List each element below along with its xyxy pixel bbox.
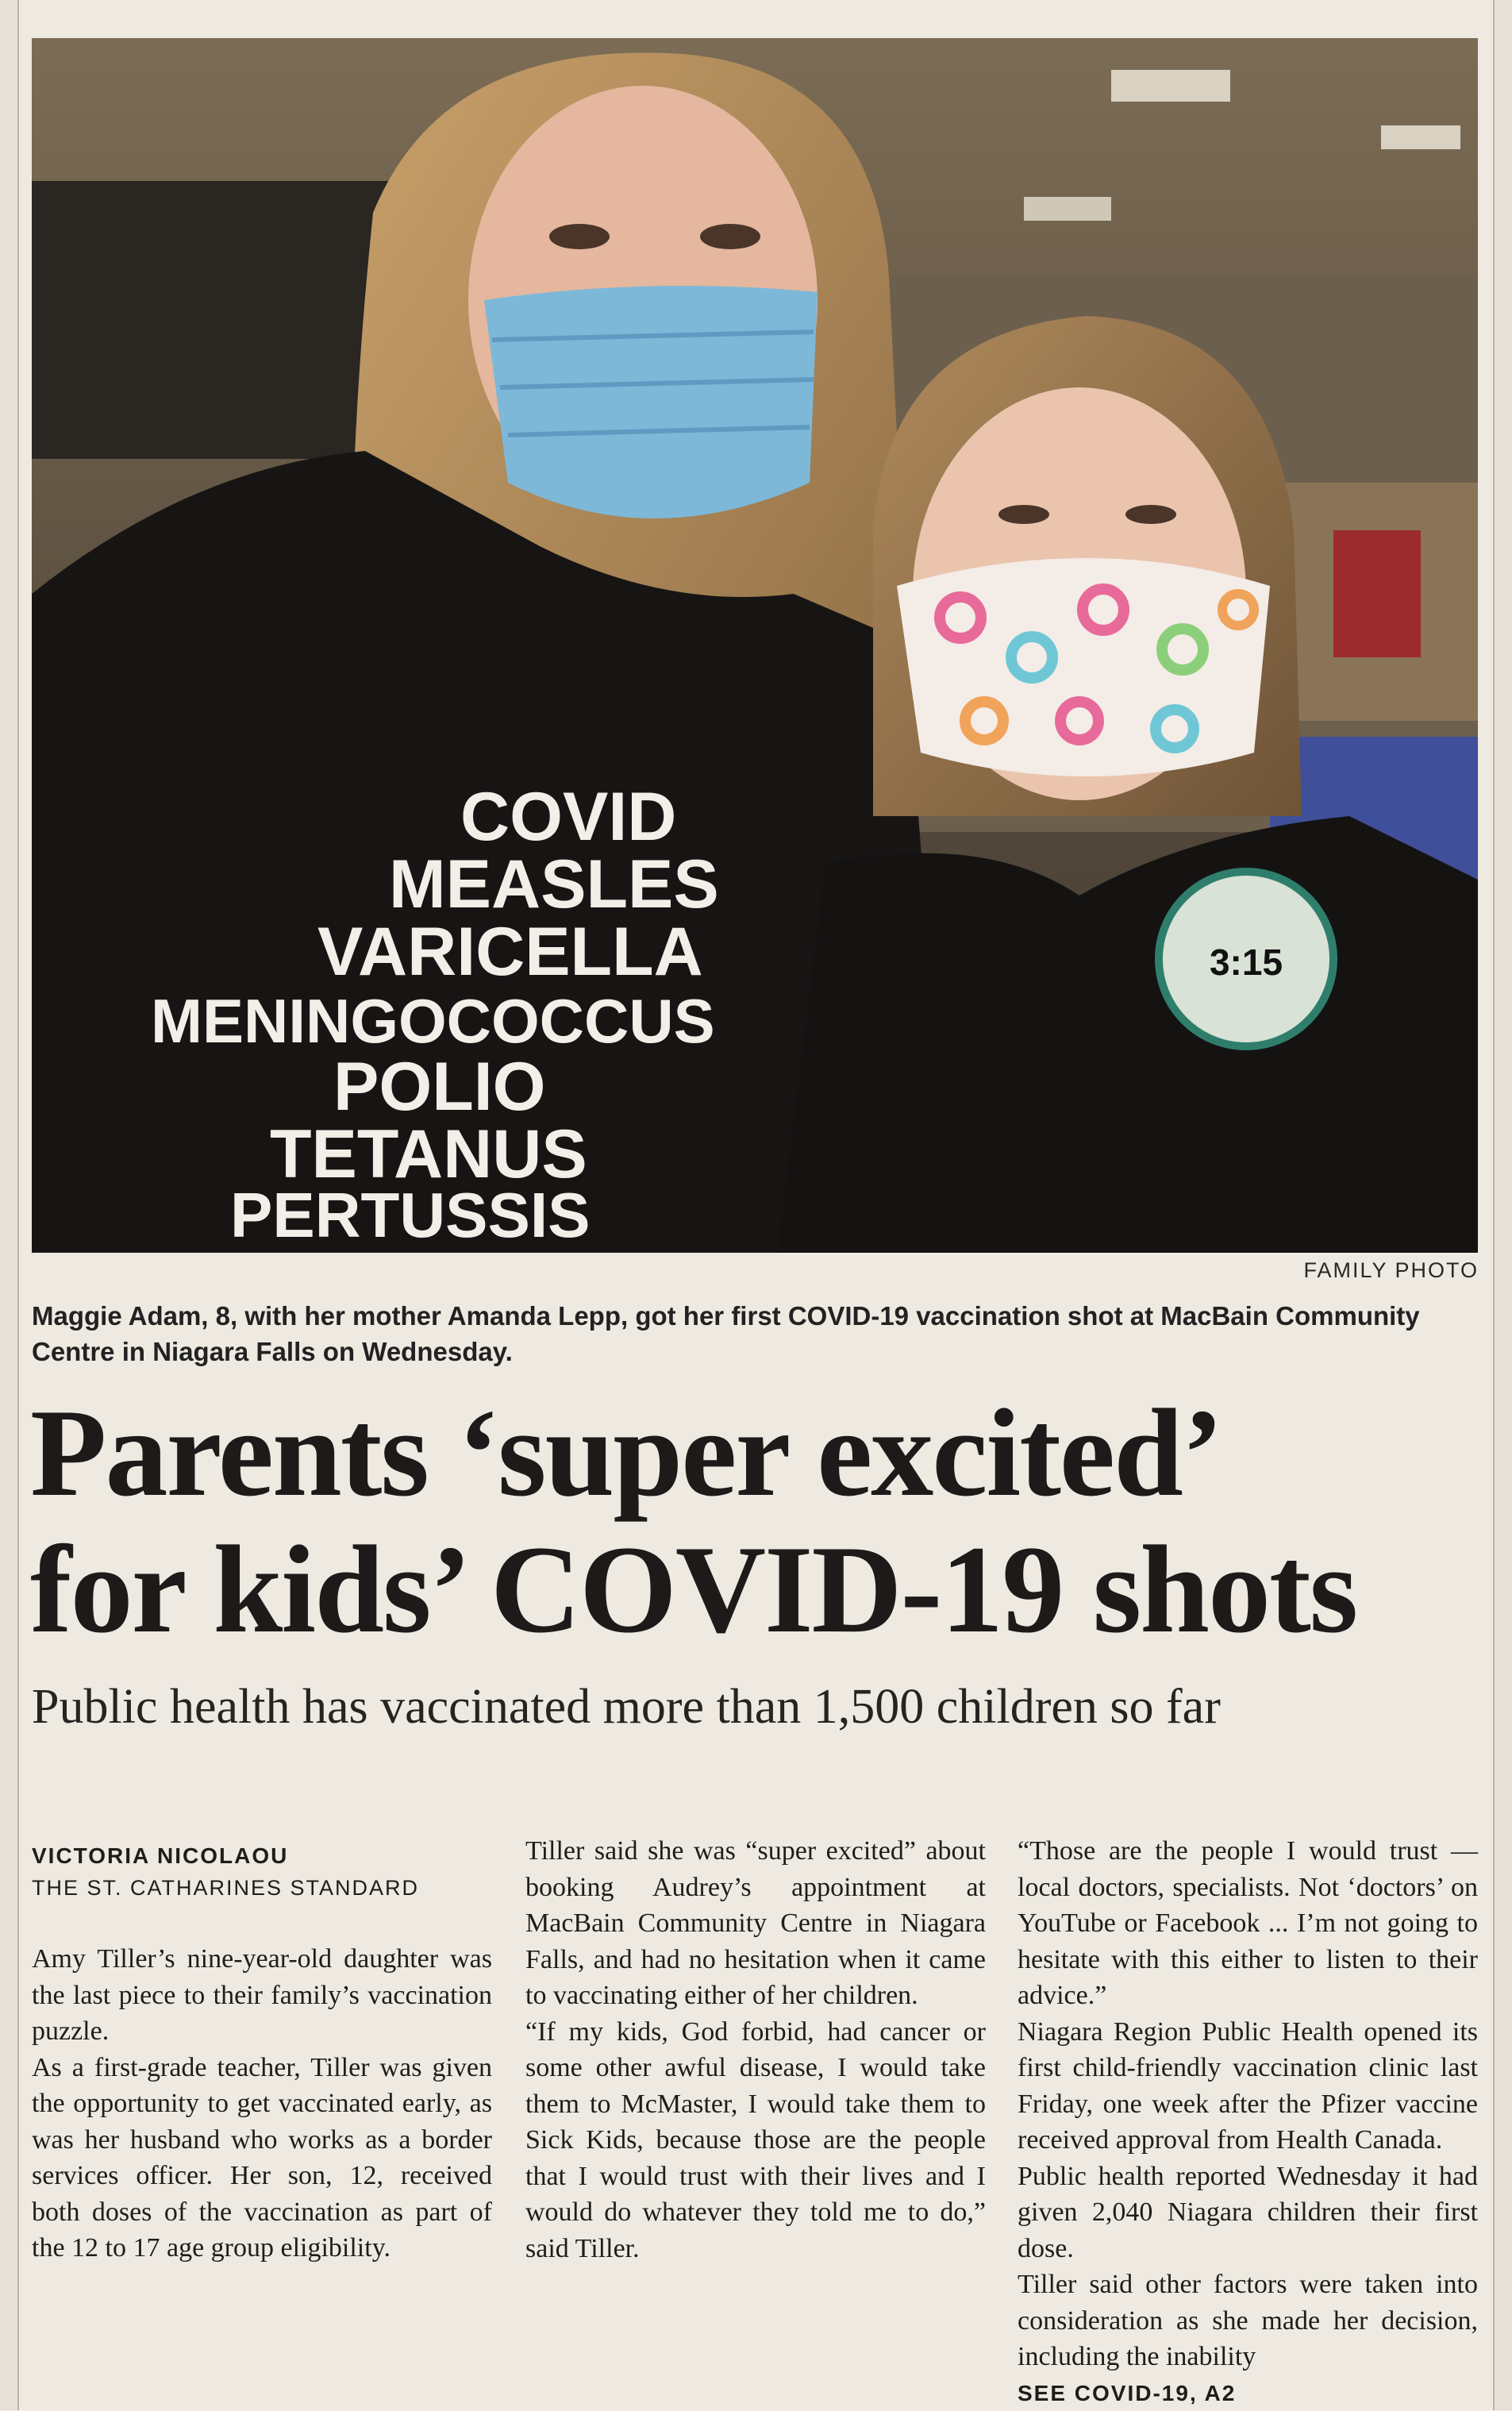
byline-publication: THE ST. CATHARINES STANDARD — [32, 1872, 476, 1904]
body-paragraph: Tiller said she was “super excited” about booking Audrey’s appointment at MacBain Community Centre in Niagara Falls, and had no hesitation when it came to vaccinating either of her children. — [525, 1833, 986, 2014]
body-paragraph: Public health reported Wednesday it had given 2,040 Niagara children their first dose. — [1018, 2159, 1478, 2267]
body-paragraph: “Those are the people I would trust — local doctors, specialists. Not ‘doctors’ on YouTube or Facebook ... I’m not going to hesitate with this either to listen to their advice.” — [1018, 1833, 1478, 2014]
article-column-3 — [1018, 1833, 1478, 2411]
sticker-time: 3:15 — [1210, 942, 1283, 983]
shirt-text-line: TETANUS — [270, 1116, 587, 1192]
shirt-text-line: MEASLES — [389, 846, 719, 922]
body-paragraph: Tiller said other factors were taken into consideration as she made her decision, including the inability — [1018, 2267, 1478, 2375]
body-paragraph: Amy Tiller’s nine-year-old daughter was the last piece to their family’s vaccination puzzle. — [32, 1941, 492, 2050]
photo-credit: FAMILY PHOTO — [1303, 1258, 1479, 1283]
article-column-1 — [32, 1941, 492, 2267]
shirt-text-line: MENINGOCOCCUS — [151, 986, 715, 1056]
shirt-text-line: PERTUSSIS — [230, 1180, 590, 1250]
adjacent-column-left — [0, 0, 19, 2410]
body-paragraph: As a first-grade teacher, Tiller was given the opportunity to get vaccinated early, as was her husband who works as a border services officer. Her son, 12, received both doses of the vaccination as part of the 12 to 17 age group eligibility. — [32, 2050, 492, 2267]
photo-caption: Maggie Adam, 8, with her mother Amanda Lepp, got her first COVID-19 vaccination shot at MacBain Community Centre in Niagara Falls on Wednesday. — [32, 1298, 1460, 1369]
headline-line-1: Parents ‘super excited’ — [30, 1385, 1491, 1522]
shirt-text-line: POLIO — [333, 1049, 546, 1125]
byline-author: VICTORIA NICOLAOU — [32, 1840, 476, 1872]
subheadline: Public health has vaccinated more than 1,500 children so far — [32, 1675, 1492, 1739]
article-column-2 — [525, 1833, 986, 2267]
body-paragraph: “If my kids, God forbid, had cancer or some other awful disease, I would take them to McMaster, I would take them to Sick Kids, because those are the people that I would trust with their lives and I would do whatever they told me to do,” said Tiller. — [525, 2014, 986, 2267]
body-paragraph: Niagara Region Public Health opened its first child-friendly vaccination clinic last Friday, one week after the Pfizer vaccine received approval from Health Canada. — [1018, 2014, 1478, 2159]
headline-line-2: for kids’ COVID-19 shots — [30, 1522, 1491, 1658]
continuation-link[interactable]: SEE COVID-19, A2 — [1018, 2375, 1478, 2411]
shirt-text-line: VARICELLA — [317, 914, 703, 990]
shirt-text-line: COVID — [460, 779, 676, 855]
article-photo — [32, 38, 1478, 1253]
adjacent-column-right — [1493, 0, 1512, 2410]
byline — [32, 1840, 476, 1904]
headline — [30, 1385, 1491, 1658]
